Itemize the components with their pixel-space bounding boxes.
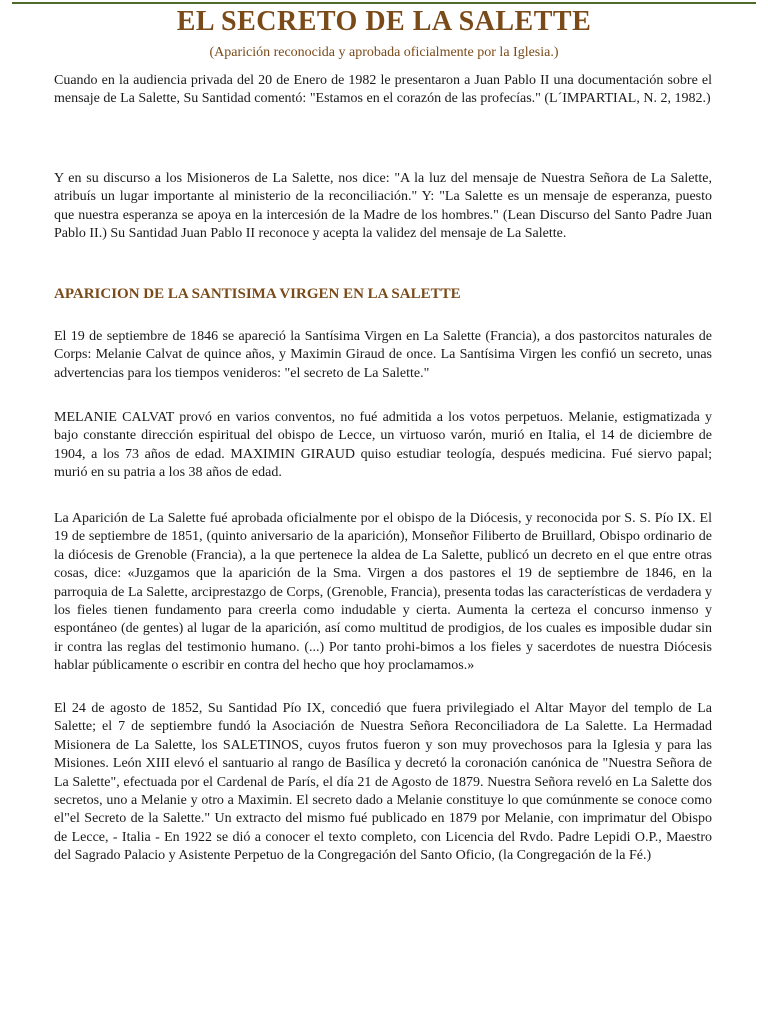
top-rule — [12, 2, 756, 4]
paragraph-audiencia: Cuando en la audiencia privada del 20 de Enero de 1982 le presentaron a Juan Pablo II una documentación sobre el mensaje de La Salette, Su Santidad comentó: "Estamos en el corazón de las profecías." (L´IMPARTIAL, N. 2, 1982.) — [54, 73, 712, 107]
page-title: EL SECRETO DE LA SALETTE — [176, 6, 592, 37]
paragraph-melanie: MELANIE CALVAT provó en varios conventos, no fué admitida a los votos perpetuos. Melanie, estigmatizada y bajo constante dirección espiritual del obispo de Lecce, un virtuoso varón, murió en Italia, el 14 de diciembre de 1904, a los 73 años de edad. MAXIMIN GIRAUD quiso estudiar teología, después medicina. Fué siervo papal; murió en su patria a los 38 años de edad. — [54, 410, 712, 481]
section-heading: APARICION DE LA SANTISIMA VIRGEN EN LA SALETTE — [54, 286, 461, 302]
paragraph-discurso: Y en su discurso a los Misioneros de La Salette, nos dice: "A la luz del mensaje de Nuestra Señora de La Salette, atribuís un lugar importante al ministerio de la reconciliación." Y: "La Salette es un mensaje de esperanza, puesto que nuestra esperanza se apoya en la intercesión de la Madre de los hombres." (Lean Discurso del Santo Padre Juan Pablo II.) Su Santidad Juan Pablo II reconoce y acepta la validez del mensaje de La Salette. — [54, 171, 712, 242]
paragraph-aprobacion: La Aparición de La Salette fué aprobada oficialmente por el obispo de la Diócesis, y reconocida por S. S. Pío IX. El 19 de septiembre de 1851, (quinto aniversario de la aparición), Monseñor Filiberto de Bruillard, Obispo ordinario de la diócesis de Grenoble (Francia), a la que pertenece la aldea de La Salette, publicó un decreto en el que entre otras cosas, dice: «Juzgamos que la aparición de la Sma. Virgen a dos pastores el 19 de septiembre de 1846, en la parroquia de La Salette, arciprestazgo de Corps, (Grenoble, Francia), presenta todas las características de verdadera y los fieles tienen fundamento para creerla como indudable y cierta. Aumenta la certeza el concurso inmenso y espontáneo (de gentes) al lugar de la aparición, así como multitud de prodigios, de los cuales es imposible dudar sin ir contra las reglas del testimonio humano. (...) Por tanto prohi-bimos a los fieles y sacerdotes de nuestra Diócesis hablar públicamente o escribir en contra del hecho que hoy proclamamos.» — [54, 511, 712, 674]
paragraph-aparicion: El 19 de septiembre de 1846 se apareció la Santísima Virgen en La Salette (Francia), a dos pastorcitos naturales de Corps: Melanie Calvat de quince años, y Maximin Giraud de once. La Santísima Virgen les confió un secreto, unas advertencias para los tiempos venideros: "el secreto de La Salette." — [54, 329, 712, 381]
paragraph-pio-ix: El 24 de agosto de 1852, Su Santidad Pío IX, concedió que fuera privilegiado el Altar Mayor del templo de La Salette; el 7 de septiembre fundó la Asociación de Nuestra Señora Reconciliadora de La Salette. La Hermadad Misionera de La Salette, los SALETINOS, cuyos frutos fueron y son muy provechosos para la Iglesia y para las Misiones. León XIII elevó el santuario al rango de Basílica y decretó la coronación canónica de "Nuestra Señora de La Salette", efectuada por el Cardenal de París, el día 21 de Agosto de 1879. Nuestra Señora reveló en La Salette dos secretos, uno a Melanie y otro a Maximin. El secreto dado a Melanie constituye lo que comúnmente se conoce como el"el Secreto de la Salette." Un extracto del mismo fué publicado en 1879 por Melanie, con imprimatur del Obispo de Lecce, - Italia - En 1922 se dió a conocer el texto completo, con Licencia del Rvdo. Padre Lepidi O.P., Maestro del Sagrado Palacio y Asistente Perpetuo de la Congregación del Santo Oficio, (la Congregación de la Fé.) — [54, 701, 712, 864]
page-subtitle: (Aparición reconocida y aprobada oficialmente por la Iglesia.) — [209, 45, 559, 60]
